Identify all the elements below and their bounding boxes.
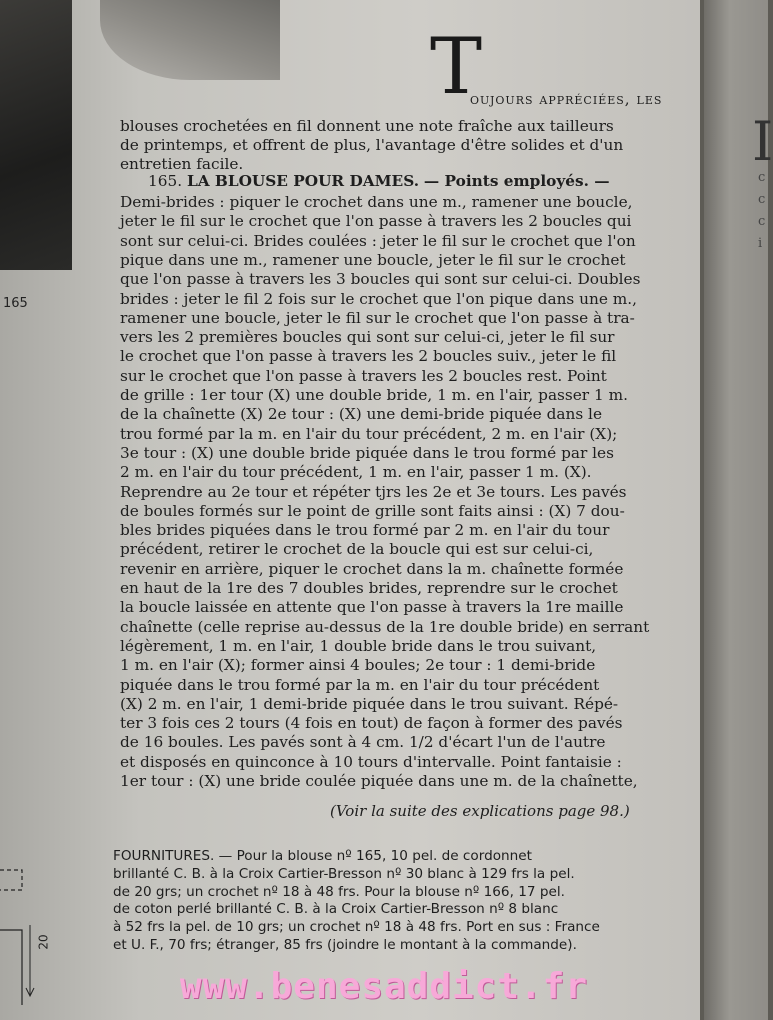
instruction-line: ramener une boucle, jeter le fil sur le crochet que l'on passe à tra- [120, 308, 635, 327]
instruction-line: légèrement, 1 m. en l'air, 1 double bride dans le trou suivant, [120, 636, 597, 655]
next-page-letter: I [752, 110, 773, 173]
instruction-line: 1 m. en l'air (X); former ainsi 4 boules; 2e tour : 1 demi-bride [120, 656, 596, 675]
watermark: www.benesaddict.fr [179, 966, 589, 1007]
next-page-char: i [758, 236, 763, 251]
instruction-line: de boules formés sur le point de grille sont faits ainsi : (X) 7 dou- [120, 501, 625, 520]
fournitures-line: et U. F., 70 frs; étranger, 85 frs (joindre le montant à la commande). [113, 937, 577, 953]
fournitures-line: à 52 frs la pel. de 10 grs; un crochet nº 18 à 48 frs. Port en sus : France [113, 919, 600, 936]
section-heading [148, 172, 704, 191]
intro-line: entretien facile. [120, 155, 244, 173]
instruction-line: Demi-brides : piquer le crochet dans une m., ramener une boucle, [120, 193, 633, 211]
instruction-line: le crochet que l'on passe à travers les 2 boucles suiv., jeter le fil [120, 347, 617, 366]
instruction-line: que l'on passe à travers les 3 boucles qui sont sur celui-ci. Doubles [120, 270, 641, 289]
instruction-line: de 16 boules. Les pavés sont à 4 cm. 1/2 d'écart l'un de l'autre [120, 733, 606, 752]
section-title: LA BLOUSE POUR DAMES. [186, 172, 420, 190]
instruction-line: sur le crochet que l'on passe à travers les 2 boucles rest. Point [120, 366, 607, 385]
blouse-photo [0, 0, 72, 270]
intro-line: de printemps, et offrent de plus, l'avantage d'être solides et d'un [120, 136, 624, 154]
fournitures-line: de 20 grs; un crochet nº 18 à 48 frs. Pour la blouse nº 166, 17 pel. [113, 883, 565, 900]
section-subtitle: — Points employés. — [423, 172, 610, 190]
drop-cap: T [430, 22, 483, 112]
instruction-line: de grille : 1er tour (X) une double bride, 1 m. en l'air, passer 1 m. [120, 386, 628, 404]
instruction-line: revenir en arrière, piquer le crochet dans la m. chaînette formée [120, 559, 624, 578]
instruction-line: ter 3 fois ces 2 tours (4 fois en tout) de façon à former des pavés [120, 714, 623, 733]
instruction-line: Reprendre au 2e tour et répéter tjrs les 2e et 3e tours. Les pavés [120, 482, 627, 501]
instruction-line: la boucle laissée en attente que l'on passe à travers la 1re maille [120, 598, 624, 617]
fournitures-line: brillanté C. B. à la Croix Cartier-Bresson nº 30 blanc à 129 frs la pel. [113, 865, 575, 882]
fournitures-line: de coton perlé brillanté C. B. à la Croix Cartier-Bresson nº 8 blanc [113, 901, 559, 918]
instruction-line: pique dans une m., ramener une boucle, jeter le fil sur le crochet [120, 250, 626, 269]
next-page-char: c [758, 214, 766, 229]
continuation-note: (Voir la suite des explications page 98.) [330, 802, 630, 820]
section-number: 165. [148, 172, 183, 190]
instruction-line: 3e tour : (X) une double bride piquée dans le trou formé par les [120, 443, 614, 462]
instruction-line: chaînette (celle reprise au-dessus de la 1re double bride) en serrant [120, 617, 650, 636]
instruction-line: jeter le fil sur le crochet que l'on passe à travers les 2 boucles qui [120, 212, 632, 231]
instruction-line: (X) 2 m. en l'air, 1 demi-bride piquée dans le trou suivant. Répé- [120, 694, 619, 713]
instruction-line: bles brides piquées dans le trou formé par 2 m. en l'air du tour [120, 521, 610, 540]
intro-lead: oujours appréciées, les [470, 90, 663, 108]
fournitures-line: FOURNITURES. — Pour la blouse nº 165, 10 pel. de cordonnet [113, 848, 532, 864]
next-page-char: c [758, 192, 766, 207]
schema-dimension-label: 20 [36, 934, 51, 950]
instruction-line: 2 m. en l'air du tour précédent, 1 m. en l'air, passer 1 m. (X). [120, 463, 592, 482]
next-page-char: c [758, 170, 766, 185]
instruction-line: et disposés en quinconce à 10 tours d'intervalle. Point fantaisie : [120, 752, 622, 771]
instruction-line: vers les 2 premières boucles qui sont sur celui-ci, jeter le fil sur [120, 328, 615, 347]
instruction-line: piquée dans le trou formé par la m. en l'air du tour précédent [120, 675, 600, 694]
intro-line: blouses crochetées en fil donnent une note fraîche aux tailleurs [120, 117, 614, 135]
instruction-line: en haut de la 1re des 7 doubles brides, reprendre sur le crochet [120, 579, 618, 597]
instruction-line: de la chaînette (X) 2e tour : (X) une demi-bride piquée dans le [120, 405, 603, 424]
instruction-line: brides : jeter le fil 2 fois sur le crochet que l'on pique dans une m., [120, 289, 637, 308]
instruction-line: précédent, retirer le crochet de la boucle qui est sur celui-ci, [120, 540, 594, 559]
instruction-line: 1er tour : (X) une bride coulée piquée dans une m. de la chaînette, [120, 772, 638, 790]
figure-number: 165 [3, 296, 28, 311]
instruction-line: trou formé par la m. en l'air du tour précédent, 2 m. en l'air (X); [120, 424, 618, 443]
instruction-line: sont sur celui-ci. Brides coulées : jeter le fil sur le crochet que l'on [120, 231, 636, 250]
